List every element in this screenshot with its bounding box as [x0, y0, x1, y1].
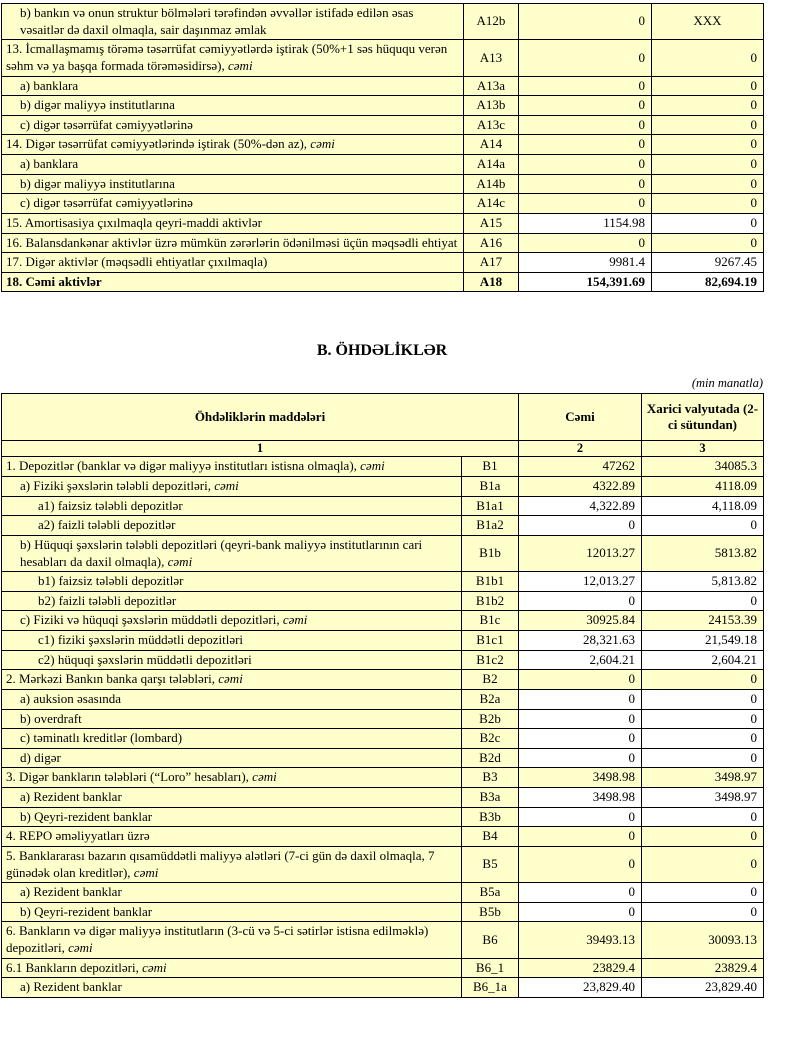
- liabilities-row-B1a: [2, 477, 764, 497]
- emphasis-cami: cəmi: [360, 458, 385, 474]
- liabilities-foreign-value-B3b: 0: [642, 807, 764, 827]
- liabilities-desc-B1c2: c2) hüquqi şəxslərin müddətli depozitləri: [2, 650, 462, 670]
- liabilities-foreign-value-B1a: 4118.09: [642, 477, 764, 497]
- liabilities-total-value-B1b2: 0: [519, 591, 642, 611]
- assets-foreign-value-A13b: 0: [652, 96, 764, 116]
- liabilities-code-B3b: B3b: [462, 807, 519, 827]
- liabilities-code-B1a1: B1a1: [462, 496, 519, 516]
- liabilities-code-B1a2: B1a2: [462, 516, 519, 536]
- assets-code-A13b: A13b: [464, 96, 519, 116]
- assets-desc-A12b: b) bankın və onun struktur bölmələri tərəfindən əvvəllər istifadə edilən əsas vəsaitlər də daxil olmaqla, sair daşınmaz əmlak: [2, 4, 464, 40]
- liabilities-total-value-B4: 0: [519, 827, 642, 847]
- assets-code-A14c: A14c: [464, 194, 519, 214]
- liabilities-row-B5b: [2, 902, 764, 922]
- liabilities-foreign-value-B1c1: 21,549.18: [642, 631, 764, 651]
- liabilities-colnum-row: [2, 441, 764, 457]
- liabilities-row-B6_1a: [2, 978, 764, 998]
- assets-row-A13: [2, 40, 764, 76]
- liabilities-code-B1c2: B1c2: [462, 650, 519, 670]
- emphasis-cami: cəmi: [68, 940, 93, 955]
- assets-desc-A13b: b) digər maliyyə institutlarına: [2, 96, 464, 116]
- assets-table: [1, 3, 764, 292]
- assets-desc-A15: 15. Amortisasiya çıxılmaqla qeyri-maddi aktivlər: [2, 213, 464, 233]
- liabilities-foreign-value-B3: 3498.97: [642, 768, 764, 788]
- liabilities-row-B3: [2, 768, 764, 788]
- liabilities-desc-B1c: c) Fiziki və hüquqi şəxslərin müddətli depozitləri, cəmi: [2, 611, 462, 631]
- assets-foreign-value-A14a: 0: [652, 155, 764, 175]
- assets-row-A14b: [2, 174, 764, 194]
- liabilities-header-foreign: Xarici valyutada (2-ci sütundan): [642, 394, 764, 441]
- liabilities-total-value-B1: 47262: [519, 457, 642, 477]
- liabilities-code-B1c: B1c: [462, 611, 519, 631]
- liabilities-foreign-value-B5: 0: [642, 846, 764, 882]
- assets-desc-A18: 18. Cəmi aktivlər: [2, 272, 464, 292]
- assets-total-value-A18: 154,391.69: [519, 272, 652, 292]
- liabilities-foreign-value-B2d: 0: [642, 748, 764, 768]
- liabilities-desc-B2: 2. Mərkəzi Bankın banka qarşı tələbləri, cəmi: [2, 670, 462, 690]
- liabilities-row-B3b: [2, 807, 764, 827]
- assets-code-A13: A13: [464, 40, 519, 76]
- liabilities-total-value-B1c: 30925.84: [519, 611, 642, 631]
- liabilities-total-value-B1c1: 28,321.63: [519, 631, 642, 651]
- liabilities-foreign-value-B6: 30093.13: [642, 922, 764, 958]
- liabilities-desc-B1b: b) Hüquqi şəxslərin tələbli depozitləri (qeyri-bank maliyyə institutlarının cari hesabları da daxil olmaqla), cəmi: [2, 535, 462, 571]
- liabilities-desc-B5b: b) Qeyri-rezident banklar: [2, 902, 462, 922]
- colnum-1: 1: [2, 441, 519, 457]
- emphasis-cami: cəmi: [228, 57, 253, 73]
- liabilities-total-value-B1b1: 12,013.27: [519, 572, 642, 592]
- emphasis-cami: cəmi: [167, 553, 193, 569]
- liabilities-code-B2d: B2d: [462, 748, 519, 768]
- assets-row-A15: [2, 213, 764, 233]
- liabilities-foreign-value-B3a: 3498.97: [642, 788, 764, 808]
- liabilities-foreign-value-B5a: 0: [642, 883, 764, 903]
- liabilities-desc-B6: 6. Bankların və digər maliyyə institutların (3-cü və 5-ci sətirlər istisna edilməklə) depozitləri, cəmi: [2, 922, 462, 958]
- liabilities-code-B1a: B1a: [462, 477, 519, 497]
- emphasis-cami: cəmi: [252, 769, 277, 785]
- assets-total-value-A17: 9981.4: [519, 253, 652, 273]
- emphasis-cami: cəmi: [310, 136, 335, 152]
- assets-row-A14: [2, 135, 764, 155]
- assets-row-A16: [2, 233, 764, 253]
- liabilities-code-B5b: B5b: [462, 902, 519, 922]
- assets-foreign-value-A14c: 0: [652, 194, 764, 214]
- liabilities-total-value-B2a: 0: [519, 689, 642, 709]
- liabilities-total-value-B3a: 3498.98: [519, 788, 642, 808]
- liabilities-foreign-value-B2a: 0: [642, 689, 764, 709]
- assets-desc-A17: 17. Digər aktivlər (məqsədli ehtiyatlar çıxılmaqla): [2, 253, 464, 273]
- liabilities-code-B2c: B2c: [462, 729, 519, 749]
- assets-total-value-A15: 1154.98: [519, 213, 652, 233]
- liabilities-foreign-value-B1b2: 0: [642, 591, 764, 611]
- assets-foreign-value-A12b: XXX: [652, 4, 764, 40]
- liabilities-total-value-B3: 3498.98: [519, 768, 642, 788]
- liabilities-total-value-B6_1a: 23,829.40: [519, 978, 642, 998]
- assets-desc-A13c: c) digər təsərrüfat cəmiyyətlərinə: [2, 115, 464, 135]
- assets-code-A16: A16: [464, 233, 519, 253]
- liabilities-row-B6_1: [2, 958, 764, 978]
- liabilities-desc-B3: 3. Digər bankların tələbləri (“Loro” hesabları), cəmi: [2, 768, 462, 788]
- liabilities-code-B1b2: B1b2: [462, 591, 519, 611]
- liabilities-desc-B1b2: b2) faizli tələbli depozitlər: [2, 591, 462, 611]
- liabilities-desc-B1: 1. Depozitlər (banklar və digər maliyyə institutları istisna olmaqla), cəmi: [2, 457, 462, 477]
- liabilities-total-value-B2: 0: [519, 670, 642, 690]
- liabilities-code-B5: B5: [462, 846, 519, 882]
- emphasis-cami: cəmi: [218, 671, 243, 687]
- assets-foreign-value-A13c: 0: [652, 115, 764, 135]
- liabilities-total-value-B5a: 0: [519, 883, 642, 903]
- liabilities-row-B2c: [2, 729, 764, 749]
- assets-row-A12b: [2, 4, 764, 40]
- liabilities-row-B1a2: [2, 516, 764, 536]
- assets-foreign-value-A13a: 0: [652, 76, 764, 96]
- liabilities-table: [1, 393, 764, 998]
- liabilities-code-B2a: B2a: [462, 689, 519, 709]
- assets-foreign-value-A13: 0: [652, 40, 764, 76]
- assets-total-value-A14: 0: [519, 135, 652, 155]
- assets-total-value-A13: 0: [519, 40, 652, 76]
- liabilities-header-items: Öhdəliklərin maddələri: [2, 394, 519, 441]
- liabilities-row-B1a1: [2, 496, 764, 516]
- liabilities-desc-B5: 5. Banklararası bazarın qısamüddətli maliyyə alətləri (7-ci gün də daxil olmaqla, 7 günədək olan kreditlər), cəmi: [2, 846, 462, 882]
- liabilities-total-value-B2d: 0: [519, 748, 642, 768]
- assets-row-A13b: [2, 96, 764, 116]
- liabilities-row-B2d: [2, 748, 764, 768]
- liabilities-foreign-value-B1b1: 5,813.82: [642, 572, 764, 592]
- assets-row-A14c: [2, 194, 764, 214]
- liabilities-total-value-B1a2: 0: [519, 516, 642, 536]
- assets-code-A17: A17: [464, 253, 519, 273]
- liabilities-row-B2b: [2, 709, 764, 729]
- liabilities-foreign-value-B1: 34085.3: [642, 457, 764, 477]
- liabilities-row-B5: [2, 846, 764, 882]
- assets-total-value-A13a: 0: [519, 76, 652, 96]
- assets-desc-A14b: b) digər maliyyə institutlarına: [2, 174, 464, 194]
- assets-desc-A14c: c) digər təsərrüfat cəmiyyətlərinə: [2, 194, 464, 214]
- liabilities-row-B1c1: [2, 631, 764, 651]
- liabilities-desc-B6_1a: a) Rezident banklar: [2, 978, 462, 998]
- assets-desc-A13a: a) banklara: [2, 76, 464, 96]
- assets-desc-A14a: a) banklara: [2, 155, 464, 175]
- liabilities-code-B1c1: B1c1: [462, 631, 519, 651]
- liabilities-desc-B1a1: a1) faizsiz tələbli depozitlər: [2, 496, 462, 516]
- liabilities-foreign-value-B1a1: 4,118.09: [642, 496, 764, 516]
- assets-desc-A14: 14. Digər təsərrüfat cəmiyyətlərində iştirak (50%-dən az), cəmi: [2, 135, 464, 155]
- assets-foreign-value-A18: 82,694.19: [652, 272, 764, 292]
- liabilities-row-B3a: [2, 788, 764, 808]
- liabilities-code-B6: B6: [462, 922, 519, 958]
- assets-desc-A16: 16. Balansdankənar aktivlər üzrə mümkün zərərlərin ödənilməsi üçün məqsədli ehtiyat: [2, 233, 464, 253]
- liabilities-desc-B3a: a) Rezident banklar: [2, 788, 462, 808]
- liabilities-header-row: [2, 394, 764, 441]
- liabilities-total-value-B1a: 4322.89: [519, 477, 642, 497]
- liabilities-foreign-value-B4: 0: [642, 827, 764, 847]
- assets-desc-A13: 13. İcmallaşmamış törəmə təsərrüfat cəmiyyətlərdə iştirak (50%+1 səs hüququ verən səhm və ya başqa formada törəməsidirsə), cəmi: [2, 40, 464, 76]
- liabilities-row-B5a: [2, 883, 764, 903]
- liabilities-row-B1c2: [2, 650, 764, 670]
- assets-code-A13a: A13a: [464, 76, 519, 96]
- assets-total-value-A14c: 0: [519, 194, 652, 214]
- liabilities-row-B6: [2, 922, 764, 958]
- assets-foreign-value-A14b: 0: [652, 174, 764, 194]
- liabilities-code-B3a: B3a: [462, 788, 519, 808]
- liabilities-desc-B1a2: a2) faizli tələbli depozitlər: [2, 516, 462, 536]
- liabilities-desc-B2b: b) overdraft: [2, 709, 462, 729]
- liabilities-desc-B2c: c) təminatlı kreditlər (lombard): [2, 729, 462, 749]
- liabilities-total-value-B5b: 0: [519, 902, 642, 922]
- liabilities-row-B4: [2, 827, 764, 847]
- assets-code-A13c: A13c: [464, 115, 519, 135]
- liabilities-desc-B4: 4. REPO əməliyyatları üzrə: [2, 827, 462, 847]
- liabilities-foreign-value-B2: 0: [642, 670, 764, 690]
- liabilities-foreign-value-B6_1a: 23,829.40: [642, 978, 764, 998]
- liabilities-foreign-value-B5b: 0: [642, 902, 764, 922]
- colnum-2: 2: [519, 441, 642, 457]
- assets-row-A13a: [2, 76, 764, 96]
- assets-code-A15: A15: [464, 213, 519, 233]
- assets-code-A18: A18: [464, 272, 519, 292]
- liabilities-total-value-B1c2: 2,604.21: [519, 650, 642, 670]
- unit-note: (min manatla): [691, 376, 763, 391]
- assets-code-A14: A14: [464, 135, 519, 155]
- liabilities-code-B1b1: B1b1: [462, 572, 519, 592]
- liabilities-total-value-B1b: 12013.27: [519, 535, 642, 571]
- section-b-heading: B. ÖHDƏLİKLƏR: [316, 342, 448, 360]
- liabilities-total-value-B3b: 0: [519, 807, 642, 827]
- liabilities-code-B4: B4: [462, 827, 519, 847]
- liabilities-code-B2: B2: [462, 670, 519, 690]
- assets-foreign-value-A17: 9267.45: [652, 253, 764, 273]
- emphasis-cami: cəmi: [133, 864, 159, 880]
- liabilities-total-value-B2c: 0: [519, 729, 642, 749]
- assets-row-A18: [2, 272, 764, 292]
- assets-foreign-value-A14: 0: [652, 135, 764, 155]
- liabilities-desc-B6_1: 6.1 Bankların depozitləri, cəmi: [2, 958, 462, 978]
- liabilities-row-B1b2: [2, 591, 764, 611]
- liabilities-desc-B1b1: b1) faizsiz tələbli depozitlər: [2, 572, 462, 592]
- liabilities-foreign-value-B1a2: 0: [642, 516, 764, 536]
- emphasis-cami: cəmi: [142, 959, 167, 975]
- liabilities-desc-B3b: b) Qeyri-rezident banklar: [2, 807, 462, 827]
- assets-foreign-value-A15: 0: [652, 213, 764, 233]
- liabilities-desc-B2a: a) auksion əsasında: [2, 689, 462, 709]
- liabilities-desc-B2d: d) digər: [2, 748, 462, 768]
- emphasis-cami: cəmi: [214, 478, 239, 493]
- liabilities-row-B1: [2, 457, 764, 477]
- liabilities-code-B1b: B1b: [462, 535, 519, 571]
- colnum-3: 3: [642, 441, 764, 457]
- liabilities-foreign-value-B1c2: 2,604.21: [642, 650, 764, 670]
- liabilities-foreign-value-B1b: 5813.82: [642, 535, 764, 571]
- liabilities-row-B1b1: [2, 572, 764, 592]
- liabilities-code-B3: B3: [462, 768, 519, 788]
- liabilities-foreign-value-B1c: 24153.39: [642, 611, 764, 631]
- liabilities-total-value-B2b: 0: [519, 709, 642, 729]
- assets-total-value-A12b: 0: [519, 4, 652, 40]
- assets-total-value-A16: 0: [519, 233, 652, 253]
- liabilities-row-B2: [2, 670, 764, 690]
- assets-foreign-value-A16: 0: [652, 233, 764, 253]
- assets-code-A14a: A14a: [464, 155, 519, 175]
- liabilities-row-B2a: [2, 689, 764, 709]
- liabilities-row-B1c: [2, 611, 764, 631]
- liabilities-code-B1: B1: [462, 457, 519, 477]
- assets-code-A14b: A14b: [464, 174, 519, 194]
- liabilities-total-value-B1a1: 4,322.89: [519, 496, 642, 516]
- assets-row-A13c: [2, 115, 764, 135]
- assets-row-A17: [2, 253, 764, 273]
- liabilities-code-B5a: B5a: [462, 883, 519, 903]
- liabilities-foreign-value-B2b: 0: [642, 709, 764, 729]
- liabilities-code-B6_1: B6_1: [462, 958, 519, 978]
- assets-total-value-A13b: 0: [519, 96, 652, 116]
- liabilities-code-B2b: B2b: [462, 709, 519, 729]
- liabilities-foreign-value-B6_1: 23829.4: [642, 958, 764, 978]
- liabilities-foreign-value-B2c: 0: [642, 729, 764, 749]
- liabilities-total-value-B6: 39493.13: [519, 922, 642, 958]
- assets-row-A14a: [2, 155, 764, 175]
- liabilities-desc-B1c1: c1) fiziki şəxslərin müddətli depozitləri: [2, 631, 462, 651]
- liabilities-desc-B1a: a) Fiziki şəxslərin tələbli depozitləri, cəmi: [2, 477, 462, 497]
- assets-code-A12b: A12b: [464, 4, 519, 40]
- emphasis-cami: cəmi: [282, 612, 308, 628]
- liabilities-code-B6_1a: B6_1a: [462, 978, 519, 998]
- assets-total-value-A14b: 0: [519, 174, 652, 194]
- liabilities-total-value-B6_1: 23829.4: [519, 958, 642, 978]
- liabilities-total-value-B5: 0: [519, 846, 642, 882]
- liabilities-header-total: Cəmi: [519, 394, 642, 441]
- liabilities-desc-B5a: a) Rezident banklar: [2, 883, 462, 903]
- liabilities-row-B1b: [2, 535, 764, 571]
- assets-total-value-A14a: 0: [519, 155, 652, 175]
- assets-total-value-A13c: 0: [519, 115, 652, 135]
